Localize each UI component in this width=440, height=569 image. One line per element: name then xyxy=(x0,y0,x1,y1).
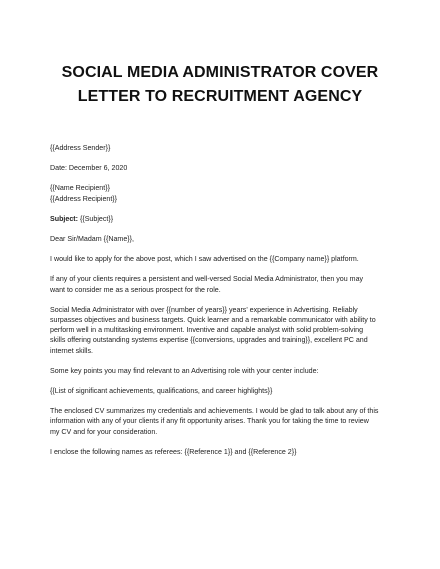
subject-label: Subject: xyxy=(50,214,78,223)
subject-value: {{Subject}} xyxy=(77,214,114,223)
paragraph-4: Some key points you may find relevant to an Advertising role with your center include: xyxy=(50,366,319,375)
greeting: Dear Sir/Madam {{Name}}, xyxy=(50,235,134,244)
subject-line xyxy=(50,214,390,224)
paragraph-3-line: perform well in a multitasking environment. Inventive and capable analyst with solid problem-solving xyxy=(50,326,364,335)
title-line-1: SOCIAL MEDIA ADMINISTRATOR COVER xyxy=(61,64,379,81)
paragraph-6-line: my CV and for your consideration. xyxy=(50,427,158,436)
paragraph-3-line: internet skills. xyxy=(50,346,93,355)
letter-body xyxy=(50,143,390,457)
letter-date: Date: December 6, 2020 xyxy=(50,164,128,173)
document-title xyxy=(20,61,420,109)
paragraph-2-line: want to consider me as a serious prospect for the role. xyxy=(50,285,221,294)
title-line-2: LETTER TO RECRUITMENT AGENCY xyxy=(77,88,363,105)
paragraph-7: I enclose the following names as referees: {{Reference 1}} and {{Reference 2}} xyxy=(50,447,297,456)
paragraph-6-line: information with any of your clients if any fit opportunity arises. Thank you for taking the time to review xyxy=(50,417,369,426)
address-recipient: {{Address Recipient}} xyxy=(50,194,118,203)
paragraph-2-line: If any of your clients requires a persistent and well-versed Social Media Administrator, then you may xyxy=(50,275,364,284)
paragraph-6 xyxy=(50,406,390,437)
paragraph-1: I would like to apply for the above post, which I saw advertised on the {{Company name}} platform. xyxy=(50,255,359,264)
paragraph-5: {{List of significant achievements, qualifications, and career highlights}} xyxy=(50,387,273,396)
paragraph-3-line: Social Media Administrator with over {{number of years}} years' experience in Advertising. Reliably xyxy=(50,305,358,314)
paragraph-3 xyxy=(50,305,390,356)
paragraph-3-line: skills offering outstanding systems expertise {{conversions, upgrades and training}}, excellent PC and xyxy=(50,336,368,345)
paragraph-6-line: The enclosed CV summarizes my credentials and achievements. I would be glad to talk about any of this xyxy=(50,407,379,416)
name-recipient: {{Name Recipient}} xyxy=(50,184,110,193)
address-sender: {{Address Sender}} xyxy=(50,144,111,152)
paragraph-3-line: surpasses objectives and business targets. Quick learner and a remarkable communicator with ability to xyxy=(50,316,376,325)
paragraph-2 xyxy=(50,274,390,294)
